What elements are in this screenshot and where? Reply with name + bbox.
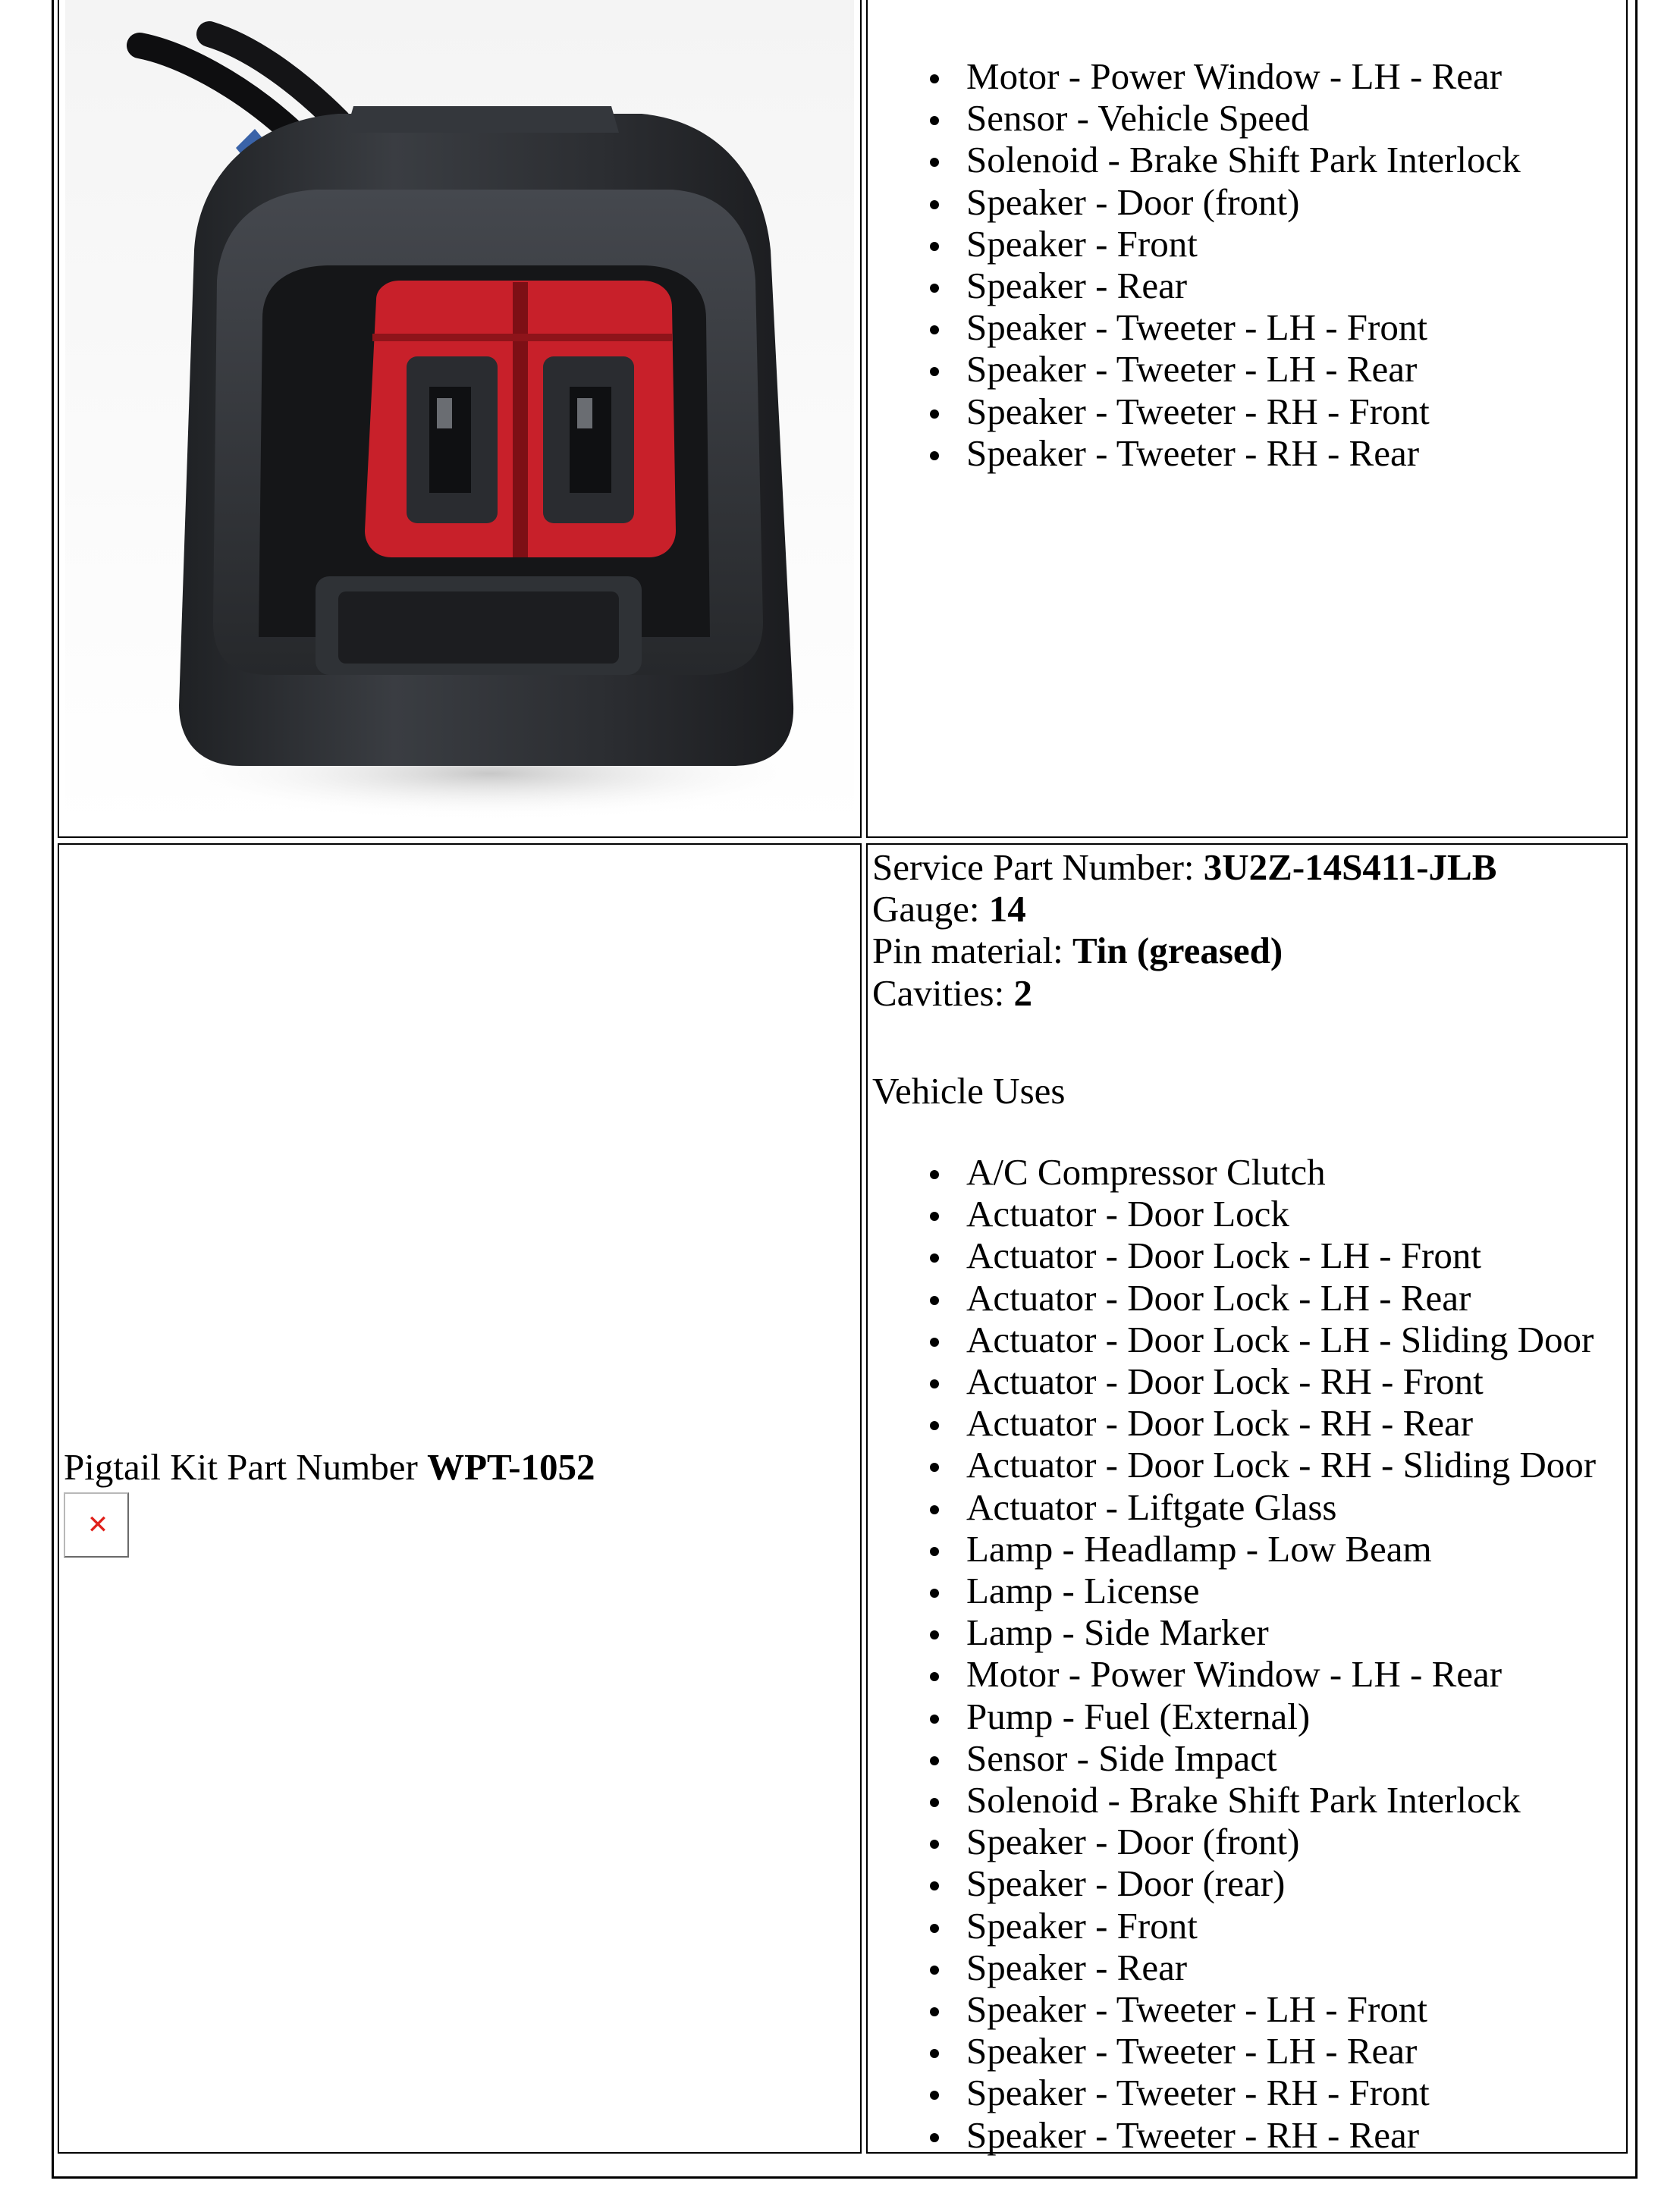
vehicle-use-item: Pump - Fuel (External) [872, 1696, 1596, 1737]
vehicle-use-item: Speaker - Tweeter - RH - Front [872, 2072, 1596, 2113]
gauge-label: Gauge: [872, 888, 989, 930]
vehicle-use-item: Speaker - Tweeter - LH - Front [872, 1988, 1596, 2030]
vehicle-use-item: Motor - Power Window - LH - Rear [872, 55, 1521, 97]
vehicle-use-item: Speaker - Tweeter - LH - Rear [872, 2030, 1596, 2072]
vehicle-use-item: Actuator - Door Lock - RH - Front [872, 1360, 1596, 1402]
pin-material-line [872, 930, 1496, 971]
vehicle-use-item: Speaker - Door (front) [872, 181, 1521, 223]
broken-image-icon [64, 1492, 129, 1558]
vehicle-use-item: Motor - Power Window - LH - Rear [872, 1653, 1596, 1695]
service-part-number-line [872, 846, 1496, 888]
vehicle-use-item: Lamp - Side Marker [872, 1611, 1596, 1653]
gauge-value: 14 [988, 888, 1026, 930]
vehicle-use-item: A/C Compressor Clutch [872, 1151, 1596, 1193]
connector-photo-cell [58, 0, 862, 838]
gauge-line [872, 888, 1496, 930]
pin-material-value: Tin (greased) [1072, 930, 1283, 972]
service-part-number-label: Service Part Number: [872, 846, 1204, 888]
vehicle-use-item: Speaker - Front [872, 1905, 1596, 1947]
vehicle-use-item: Speaker - Tweeter - RH - Front [872, 391, 1521, 432]
vehicle-use-item: Actuator - Door Lock - LH - Rear [872, 1277, 1596, 1319]
vehicle-use-item: Lamp - License [872, 1570, 1596, 1611]
vehicle-use-item: Sensor - Vehicle Speed [872, 97, 1521, 139]
vehicle-use-item: Actuator - Door Lock - LH - Front [872, 1235, 1596, 1276]
connector-image [65, 0, 854, 830]
vehicle-use-item: Speaker - Rear [872, 265, 1521, 306]
vehicle-use-item: Speaker - Door (front) [872, 1821, 1596, 1862]
connector-photo [65, 0, 854, 830]
pigtail-kit-text [64, 1446, 595, 1488]
vehicle-use-item: Speaker - Tweeter - LH - Front [872, 306, 1521, 348]
cavities-line [872, 972, 1496, 1014]
vehicle-use-item: Solenoid - Brake Shift Park Interlock [872, 139, 1521, 180]
vehicle-uses-heading: Vehicle Uses [872, 1070, 1066, 1112]
vehicle-uses-list [872, 1151, 1596, 2156]
vehicle-use-item: Actuator - Door Lock - LH - Sliding Door [872, 1319, 1596, 1360]
vehicle-use-item: Actuator - Door Lock [872, 1193, 1596, 1235]
image-missing-x-icon: ✕ [86, 1510, 109, 1540]
pigtail-kit-part-number: WPT-1052 [427, 1446, 595, 1488]
cavities-label: Cavities: [872, 971, 1014, 1014]
vehicle-use-item: Speaker - Front [872, 223, 1521, 265]
vehicle-use-item: Speaker - Tweeter - RH - Rear [872, 432, 1521, 474]
vehicle-use-item: Speaker - Door (rear) [872, 1862, 1596, 1904]
pigtail-kit-cell [58, 843, 862, 2154]
vehicle-use-item: Sensor - Side Impact [872, 1737, 1596, 1779]
pigtail-kit-label: Pigtail Kit Part Number [64, 1446, 428, 1488]
vehicle-use-item: Actuator - Liftgate Glass [872, 1486, 1596, 1528]
pin-material-label: Pin material: [872, 930, 1072, 972]
vehicle-uses-list-top [872, 55, 1521, 474]
vehicle-use-item: Speaker - Tweeter - LH - Rear [872, 348, 1521, 390]
vehicle-use-item: Speaker - Rear [872, 1947, 1596, 1988]
vehicle-use-item: Actuator - Door Lock - RH - Sliding Door [872, 1444, 1596, 1486]
vehicle-use-item: Lamp - Headlamp - Low Beam [872, 1528, 1596, 1570]
vehicle-use-item: Solenoid - Brake Shift Park Interlock [872, 1779, 1596, 1821]
vehicle-use-item: Speaker - Tweeter - RH - Rear [872, 2114, 1596, 2156]
cavities-value: 2 [1013, 971, 1032, 1014]
vehicle-use-item: Actuator - Door Lock - RH - Rear [872, 1402, 1596, 1444]
connector-specs [872, 846, 1496, 1014]
service-part-number-value: 3U2Z-14S411-JLB [1203, 846, 1497, 888]
